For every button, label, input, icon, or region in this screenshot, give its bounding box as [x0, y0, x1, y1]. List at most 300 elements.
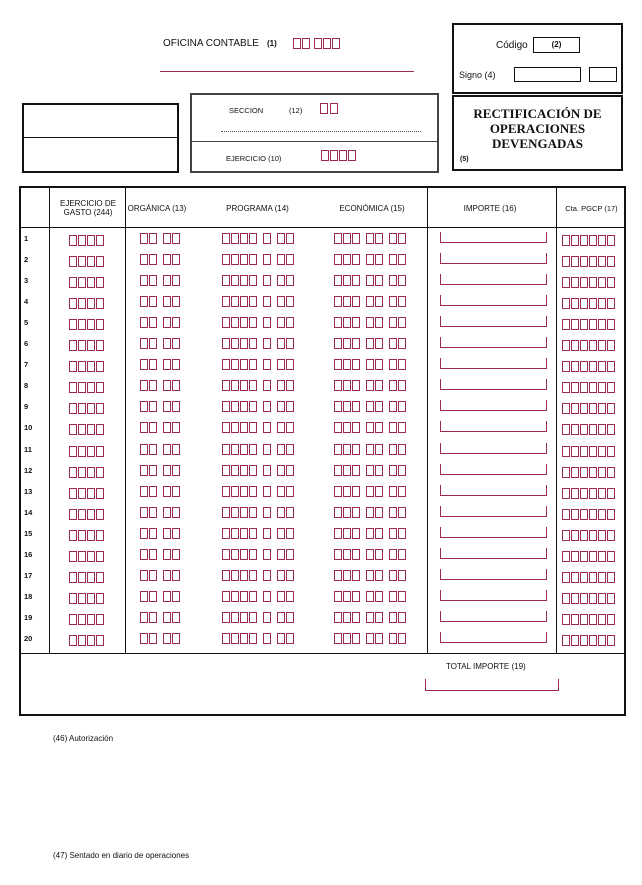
digit-box[interactable] — [231, 486, 239, 497]
organica-boxes-a[interactable] — [140, 507, 157, 518]
digit-box[interactable] — [78, 551, 86, 562]
digit-box[interactable] — [589, 593, 597, 604]
digit-box[interactable] — [366, 633, 374, 644]
digit-box[interactable] — [343, 486, 351, 497]
digit-box[interactable] — [375, 549, 383, 560]
digit-box[interactable] — [87, 593, 95, 604]
digit-box[interactable] — [78, 635, 86, 646]
digit-box[interactable] — [589, 572, 597, 583]
digit-box[interactable] — [389, 401, 397, 412]
ejercicio-gasto-boxes[interactable] — [69, 382, 104, 393]
digit-box[interactable] — [78, 277, 86, 288]
importe-field[interactable] — [440, 464, 547, 475]
digit-box[interactable] — [286, 591, 294, 602]
digit-box[interactable] — [389, 507, 397, 518]
digit-box[interactable] — [96, 614, 104, 625]
digit-box[interactable] — [69, 403, 77, 414]
digit-box[interactable] — [334, 401, 342, 412]
importe-field[interactable] — [440, 611, 547, 622]
programa-boxes-a[interactable] — [222, 401, 257, 412]
digit-box[interactable] — [352, 549, 360, 560]
digit-box[interactable] — [78, 319, 86, 330]
digit-box[interactable] — [87, 235, 95, 246]
digit-box[interactable] — [277, 422, 285, 433]
digit-box[interactable] — [149, 401, 157, 412]
digit-box[interactable] — [231, 422, 239, 433]
ejercicio-gasto-boxes[interactable] — [69, 509, 104, 520]
digit-box[interactable] — [263, 591, 271, 602]
digit-box[interactable] — [334, 444, 342, 455]
pgcp-boxes[interactable] — [562, 235, 615, 246]
digit-box[interactable] — [277, 444, 285, 455]
organica-boxes-b[interactable] — [163, 486, 180, 497]
programa-boxes-a[interactable] — [222, 359, 257, 370]
digit-box[interactable] — [96, 593, 104, 604]
digit-box[interactable] — [286, 296, 294, 307]
digit-box[interactable] — [607, 319, 615, 330]
digit-box[interactable] — [571, 298, 579, 309]
digit-box[interactable] — [389, 380, 397, 391]
organica-boxes-a[interactable] — [140, 633, 157, 644]
digit-box[interactable] — [598, 509, 606, 520]
programa-boxes-b[interactable] — [263, 507, 271, 518]
digit-box[interactable] — [149, 359, 157, 370]
programa-boxes-b[interactable] — [263, 254, 271, 265]
digit-box[interactable] — [231, 359, 239, 370]
digit-box[interactable] — [375, 338, 383, 349]
digit-box[interactable] — [375, 422, 383, 433]
digit-box[interactable] — [78, 446, 86, 457]
digit-box[interactable] — [69, 530, 77, 541]
organica-boxes-b[interactable] — [163, 528, 180, 539]
digit-box[interactable] — [343, 380, 351, 391]
digit-box[interactable] — [366, 465, 374, 476]
pgcp-boxes[interactable] — [562, 382, 615, 393]
economica-boxes-a[interactable] — [334, 591, 360, 602]
digit-box[interactable] — [249, 486, 257, 497]
digit-box[interactable] — [352, 570, 360, 581]
programa-boxes-c[interactable] — [277, 359, 294, 370]
economica-boxes-a[interactable] — [334, 296, 360, 307]
digit-box[interactable] — [589, 277, 597, 288]
pgcp-boxes[interactable] — [562, 446, 615, 457]
digit-box[interactable] — [343, 612, 351, 623]
digit-box[interactable] — [78, 424, 86, 435]
organica-boxes-b[interactable] — [163, 401, 180, 412]
programa-boxes-a[interactable] — [222, 338, 257, 349]
digit-box[interactable] — [589, 467, 597, 478]
digit-box[interactable] — [607, 340, 615, 351]
digit-box[interactable] — [240, 275, 248, 286]
digit-box[interactable] — [598, 593, 606, 604]
digit-box[interactable] — [343, 233, 351, 244]
digit-box[interactable] — [375, 359, 383, 370]
digit-box[interactable] — [366, 254, 374, 265]
digit-box[interactable] — [277, 317, 285, 328]
ejercicio-gasto-boxes[interactable] — [69, 298, 104, 309]
digit-box[interactable] — [172, 570, 180, 581]
digit-box[interactable] — [598, 235, 606, 246]
digit-box[interactable] — [78, 340, 86, 351]
digit-box[interactable] — [607, 277, 615, 288]
digit-box[interactable] — [231, 549, 239, 560]
digit-box[interactable] — [571, 424, 579, 435]
digit-box[interactable] — [87, 403, 95, 414]
digit-box[interactable] — [562, 467, 570, 478]
economica-boxes-b[interactable] — [366, 317, 383, 328]
digit-box[interactable] — [249, 528, 257, 539]
digit-box[interactable] — [366, 380, 374, 391]
digit-box[interactable] — [389, 591, 397, 602]
programa-boxes-c[interactable] — [277, 317, 294, 328]
digit-box[interactable] — [366, 570, 374, 581]
programa-boxes-b[interactable] — [263, 633, 271, 644]
digit-box[interactable] — [598, 635, 606, 646]
digit-box[interactable] — [172, 591, 180, 602]
digit-box[interactable] — [343, 549, 351, 560]
digit-box[interactable] — [140, 507, 148, 518]
digit-box[interactable] — [172, 444, 180, 455]
digit-box[interactable] — [96, 403, 104, 414]
economica-boxes-c[interactable] — [389, 507, 406, 518]
ejercicio-gasto-boxes[interactable] — [69, 467, 104, 478]
economica-boxes-a[interactable] — [334, 233, 360, 244]
digit-box[interactable] — [389, 338, 397, 349]
digit-box[interactable] — [249, 275, 257, 286]
pgcp-boxes[interactable] — [562, 340, 615, 351]
economica-boxes-b[interactable] — [366, 612, 383, 623]
digit-box[interactable] — [580, 340, 588, 351]
digit-box[interactable] — [562, 319, 570, 330]
digit-box[interactable] — [231, 633, 239, 644]
ejercicio-gasto-boxes[interactable] — [69, 403, 104, 414]
digit-box[interactable] — [343, 359, 351, 370]
digit-box[interactable] — [149, 422, 157, 433]
digit-box[interactable] — [78, 530, 86, 541]
economica-boxes-c[interactable] — [389, 380, 406, 391]
digit-box[interactable] — [398, 296, 406, 307]
economica-boxes-c[interactable] — [389, 549, 406, 560]
digit-box[interactable] — [149, 633, 157, 644]
economica-boxes-b[interactable] — [366, 401, 383, 412]
digit-box[interactable] — [598, 530, 606, 541]
importe-field[interactable] — [440, 485, 547, 496]
digit-box[interactable] — [87, 319, 95, 330]
digit-box[interactable] — [222, 275, 230, 286]
digit-box[interactable] — [69, 593, 77, 604]
programa-boxes-c[interactable] — [277, 633, 294, 644]
digit-box[interactable] — [571, 635, 579, 646]
digit-box[interactable] — [389, 296, 397, 307]
digit-box[interactable] — [222, 528, 230, 539]
organica-boxes-a[interactable] — [140, 591, 157, 602]
digit-box[interactable] — [78, 509, 86, 520]
programa-boxes-a[interactable] — [222, 507, 257, 518]
digit-box[interactable] — [389, 317, 397, 328]
importe-field[interactable] — [440, 295, 547, 306]
digit-box[interactable] — [366, 296, 374, 307]
digit-box[interactable] — [96, 382, 104, 393]
importe-field[interactable] — [440, 527, 547, 538]
digit-box[interactable] — [87, 277, 95, 288]
ejercicio-gasto-boxes[interactable] — [69, 446, 104, 457]
digit-box[interactable] — [562, 551, 570, 562]
economica-boxes-c[interactable] — [389, 591, 406, 602]
digit-box[interactable] — [277, 528, 285, 539]
programa-boxes-b[interactable] — [263, 275, 271, 286]
digit-box[interactable] — [352, 507, 360, 518]
digit-box[interactable] — [334, 233, 342, 244]
pgcp-boxes[interactable] — [562, 277, 615, 288]
digit-box[interactable] — [263, 401, 271, 412]
digit-box[interactable] — [249, 233, 257, 244]
digit-box[interactable] — [389, 633, 397, 644]
ejercicio-gasto-boxes[interactable] — [69, 530, 104, 541]
digit-box[interactable] — [589, 340, 597, 351]
digit-box[interactable] — [343, 401, 351, 412]
programa-boxes-c[interactable] — [277, 570, 294, 581]
digit-box[interactable] — [352, 254, 360, 265]
digit-box[interactable] — [222, 570, 230, 581]
digit-box[interactable] — [240, 486, 248, 497]
programa-boxes-a[interactable] — [222, 591, 257, 602]
digit-box[interactable] — [389, 465, 397, 476]
organica-boxes-b[interactable] — [163, 549, 180, 560]
pgcp-boxes[interactable] — [562, 488, 615, 499]
organica-boxes-a[interactable] — [140, 486, 157, 497]
digit-box[interactable] — [78, 256, 86, 267]
digit-box[interactable] — [140, 528, 148, 539]
digit-box[interactable] — [286, 401, 294, 412]
digit-box[interactable] — [222, 317, 230, 328]
pgcp-boxes[interactable] — [562, 572, 615, 583]
digit-box[interactable] — [263, 465, 271, 476]
digit-box[interactable] — [571, 256, 579, 267]
digit-box[interactable] — [240, 633, 248, 644]
digit-box[interactable] — [96, 319, 104, 330]
digit-box[interactable] — [231, 296, 239, 307]
digit-box[interactable] — [140, 465, 148, 476]
digit-box[interactable] — [263, 359, 271, 370]
programa-boxes-a[interactable] — [222, 570, 257, 581]
digit-box[interactable] — [172, 233, 180, 244]
digit-box[interactable] — [589, 403, 597, 414]
economica-boxes-c[interactable] — [389, 254, 406, 265]
digit-box[interactable] — [562, 382, 570, 393]
digit-box[interactable] — [589, 382, 597, 393]
digit-box[interactable] — [140, 549, 148, 560]
digit-box[interactable] — [343, 422, 351, 433]
digit-box[interactable] — [398, 233, 406, 244]
digit-box[interactable] — [589, 509, 597, 520]
digit-box[interactable] — [598, 340, 606, 351]
digit-box[interactable] — [334, 422, 342, 433]
digit-box[interactable] — [163, 317, 171, 328]
digit-box[interactable] — [172, 507, 180, 518]
digit-box[interactable] — [286, 359, 294, 370]
programa-boxes-c[interactable] — [277, 465, 294, 476]
digit-box[interactable] — [562, 593, 570, 604]
digit-box[interactable] — [231, 254, 239, 265]
digit-box[interactable] — [562, 509, 570, 520]
economica-boxes-b[interactable] — [366, 465, 383, 476]
digit-box[interactable] — [240, 591, 248, 602]
digit-box[interactable] — [87, 572, 95, 583]
digit-box[interactable] — [163, 401, 171, 412]
digit-box[interactable] — [163, 233, 171, 244]
digit-box[interactable] — [562, 235, 570, 246]
digit-box[interactable] — [231, 528, 239, 539]
digit-box[interactable] — [334, 486, 342, 497]
pgcp-boxes[interactable] — [562, 530, 615, 541]
economica-boxes-b[interactable] — [366, 549, 383, 560]
economica-boxes-a[interactable] — [334, 422, 360, 433]
digit-box[interactable] — [607, 530, 615, 541]
digit-box[interactable] — [140, 612, 148, 623]
digit-box[interactable] — [375, 591, 383, 602]
digit-box[interactable] — [149, 486, 157, 497]
digit-box[interactable] — [398, 612, 406, 623]
digit-box[interactable] — [149, 444, 157, 455]
programa-boxes-a[interactable] — [222, 422, 257, 433]
digit-box[interactable] — [231, 317, 239, 328]
digit-box[interactable] — [163, 507, 171, 518]
economica-boxes-a[interactable] — [334, 338, 360, 349]
programa-boxes-b[interactable] — [263, 444, 271, 455]
digit-box[interactable] — [240, 528, 248, 539]
ejercicio-gasto-boxes[interactable] — [69, 551, 104, 562]
digit-box[interactable] — [562, 530, 570, 541]
digit-box[interactable] — [366, 444, 374, 455]
digit-box[interactable] — [398, 359, 406, 370]
digit-box[interactable] — [87, 509, 95, 520]
digit-box[interactable] — [389, 549, 397, 560]
digit-box[interactable] — [334, 528, 342, 539]
digit-box[interactable] — [352, 486, 360, 497]
economica-boxes-a[interactable] — [334, 612, 360, 623]
organica-boxes-b[interactable] — [163, 612, 180, 623]
digit-box[interactable] — [263, 233, 271, 244]
organica-boxes-a[interactable] — [140, 528, 157, 539]
digit-box[interactable] — [352, 338, 360, 349]
digit-box[interactable] — [87, 635, 95, 646]
digit-box[interactable] — [562, 424, 570, 435]
digit-box[interactable] — [398, 254, 406, 265]
digit-box[interactable] — [366, 338, 374, 349]
digit-box[interactable] — [389, 422, 397, 433]
digit-box[interactable] — [398, 570, 406, 581]
digit-box[interactable] — [562, 256, 570, 267]
digit-box[interactable] — [240, 380, 248, 391]
digit-box[interactable] — [607, 256, 615, 267]
digit-box[interactable] — [172, 528, 180, 539]
digit-box[interactable] — [571, 382, 579, 393]
digit-box[interactable] — [571, 572, 579, 583]
digit-box[interactable] — [571, 446, 579, 457]
digit-box[interactable] — [598, 488, 606, 499]
digit-box[interactable] — [163, 444, 171, 455]
digit-box[interactable] — [87, 530, 95, 541]
digit-box[interactable] — [334, 549, 342, 560]
economica-boxes-a[interactable] — [334, 275, 360, 286]
digit-box[interactable] — [343, 591, 351, 602]
digit-box[interactable] — [562, 635, 570, 646]
digit-box[interactable] — [96, 488, 104, 499]
digit-box[interactable] — [589, 614, 597, 625]
ejercicio-gasto-boxes[interactable] — [69, 488, 104, 499]
digit-box[interactable] — [87, 614, 95, 625]
economica-boxes-a[interactable] — [334, 570, 360, 581]
digit-box[interactable] — [172, 338, 180, 349]
programa-boxes-b[interactable] — [263, 233, 271, 244]
digit-box[interactable] — [334, 465, 342, 476]
digit-box[interactable] — [277, 380, 285, 391]
organica-boxes-a[interactable] — [140, 444, 157, 455]
programa-boxes-a[interactable] — [222, 444, 257, 455]
digit-box[interactable] — [334, 254, 342, 265]
ejercicio-gasto-boxes[interactable] — [69, 614, 104, 625]
digit-box[interactable] — [231, 612, 239, 623]
digit-box[interactable] — [240, 401, 248, 412]
digit-box[interactable] — [222, 507, 230, 518]
digit-box[interactable] — [240, 233, 248, 244]
digit-box[interactable] — [149, 570, 157, 581]
importe-field[interactable] — [440, 548, 547, 559]
digit-box[interactable] — [598, 256, 606, 267]
digit-box[interactable] — [277, 549, 285, 560]
digit-box[interactable] — [366, 359, 374, 370]
digit-box[interactable] — [580, 467, 588, 478]
digit-box[interactable] — [96, 277, 104, 288]
pgcp-boxes[interactable] — [562, 298, 615, 309]
economica-boxes-b[interactable] — [366, 486, 383, 497]
digit-box[interactable] — [140, 633, 148, 644]
digit-box[interactable] — [366, 486, 374, 497]
digit-box[interactable] — [277, 507, 285, 518]
digit-box[interactable] — [286, 633, 294, 644]
digit-box[interactable] — [598, 572, 606, 583]
digit-box[interactable] — [607, 446, 615, 457]
digit-box[interactable] — [334, 507, 342, 518]
digit-box[interactable] — [222, 612, 230, 623]
digit-box[interactable] — [286, 528, 294, 539]
digit-box[interactable] — [277, 486, 285, 497]
digit-box[interactable] — [277, 254, 285, 265]
digit-box[interactable] — [607, 467, 615, 478]
organica-boxes-b[interactable] — [163, 633, 180, 644]
ejercicio-gasto-boxes[interactable] — [69, 277, 104, 288]
digit-box[interactable] — [375, 633, 383, 644]
economica-boxes-c[interactable] — [389, 444, 406, 455]
digit-box[interactable] — [352, 444, 360, 455]
digit-box[interactable] — [263, 612, 271, 623]
digit-box[interactable] — [240, 507, 248, 518]
pgcp-boxes[interactable] — [562, 319, 615, 330]
economica-boxes-a[interactable] — [334, 486, 360, 497]
organica-boxes-a[interactable] — [140, 549, 157, 560]
digit-box[interactable] — [69, 572, 77, 583]
digit-box[interactable] — [249, 444, 257, 455]
digit-box[interactable] — [263, 486, 271, 497]
programa-boxes-a[interactable] — [222, 528, 257, 539]
digit-box[interactable] — [607, 298, 615, 309]
ejercicio-gasto-boxes[interactable] — [69, 256, 104, 267]
digit-box[interactable] — [286, 422, 294, 433]
digit-box[interactable] — [375, 233, 383, 244]
digit-box[interactable] — [343, 444, 351, 455]
digit-box[interactable] — [580, 235, 588, 246]
digit-box[interactable] — [571, 319, 579, 330]
